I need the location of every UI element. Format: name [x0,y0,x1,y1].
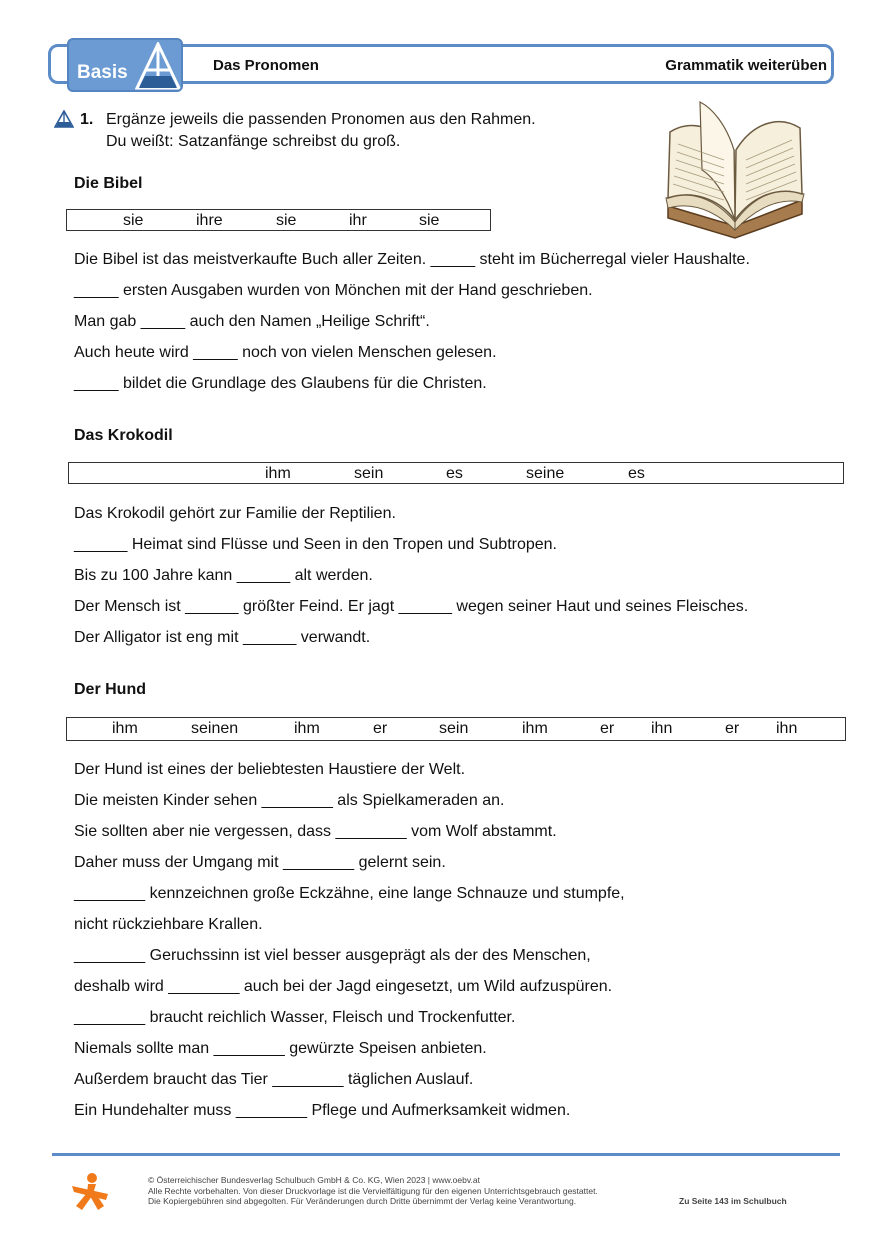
word-option: ihm [522,720,548,737]
word-option: ihre [196,212,223,229]
exercise-sentence: Auch heute wird _____ noch von vielen Menschen gelesen. [74,344,497,361]
exercise-sentence: Der Mensch ist ______ größter Feind. Er jagt ______ wegen seiner Haut und seines Fleisches. [74,598,749,615]
word-option: sein [354,465,384,482]
word-option: es [446,465,463,482]
word-option: ihm [265,465,291,482]
copyright-line: Die Kopiergebühren sind abgegolten. Für Veränderungen durch Dritte übernimmt der Verlag keine Verantwortung. [148,1196,577,1206]
section-label: Grammatik weiterüben [665,57,827,74]
textbook-reference: Zu Seite 143 im Schulbuch [679,1196,787,1206]
copyright-line: Alle Rechte vorbehalten. Von dieser Druckvorlage ist die Vervielfältigung für den eigenen Unterrichtsgebrauch gestattet. [148,1186,598,1196]
publisher-logo-icon [70,1172,110,1212]
word-option: er [373,720,388,737]
exercise-sentence: _____ bildet die Grundlage des Glaubens für die Christen. [74,375,487,392]
exercise-sentence: Niemals sollte man ________ gewürzte Speisen anbieten. [74,1040,487,1057]
word-option: er [725,720,740,737]
exercise-sentence: Die Bibel ist das meistverkaufte Buch aller Zeiten. _____ steht im Bücherregal vieler Haushalte. [74,251,750,268]
exercise-sentence: Der Hund ist eines der beliebtesten Haustiere der Welt. [74,761,466,778]
exercise-sentence: Daher muss der Umgang mit ________ gelernt sein. [74,854,446,871]
word-option: er [600,720,615,737]
exercise-sentence: _____ ersten Ausgaben wurden von Mönchen mit der Hand geschrieben. [74,282,593,299]
exercise-sentence: ________ kennzeichnen große Eckzähne, eine lange Schnauze und stumpfe, [74,885,625,902]
section-title-krokodil: Das Krokodil [74,427,173,444]
exercise-sentence: Der Alligator ist eng mit ______ verwandt. [74,629,371,646]
task-number: 1. [80,111,94,128]
exercise-sentence: Außerdem braucht das Tier ________ täglichen Auslauf. [74,1071,474,1088]
section-title-bibel: Die Bibel [74,175,143,192]
basis-label: Basis [77,62,128,83]
word-option: ihn [776,720,798,737]
word-option: es [628,465,645,482]
exercise-sentence: Sie sollten aber nie vergessen, dass ________ vom Wolf abstammt. [74,823,557,840]
word-box-bibel [66,209,491,231]
exercise-sentence: Man gab _____ auch den Namen „Heilige Schrift“. [74,313,430,330]
exercise-sentence: deshalb wird ________ auch bei der Jagd eingesetzt, um Wild aufzuspüren. [74,978,613,995]
word-option: sie [276,212,297,229]
word-option: seinen [191,720,239,737]
word-option: seine [526,465,565,482]
section-title-hund: Der Hund [74,681,146,698]
exercise-sentence: ______ Heimat sind Flüsse und Seen in den Tropen und Subtropen. [74,536,557,553]
page-title: Das Pronomen [213,57,319,74]
word-box-hund [66,717,846,741]
copyright-line: © Österreichischer Bundesverlag Schulbuch GmbH & Co. KG, Wien 2023 | www.oebv.at [148,1175,480,1185]
pyramid-icon [135,42,181,90]
word-option: sein [439,720,469,737]
word-option: sie [419,212,440,229]
exercise-sentence: ________ braucht reichlich Wasser, Fleisch und Trockenfutter. [74,1009,516,1026]
word-option: ihr [349,212,367,229]
exercise-sentence: Ein Hundehalter muss ________ Pflege und Aufmerksamkeit widmen. [74,1102,571,1119]
level-icon [54,110,74,128]
word-option: ihm [112,720,138,737]
word-option: sie [123,212,144,229]
exercise-sentence: Die meisten Kinder sehen ________ als Spielkameraden an. [74,792,505,809]
word-option: ihn [651,720,673,737]
basis-badge [67,38,183,92]
task-instruction: Ergänze jeweils die passenden Pronomen aus den Rahmen. [106,111,536,128]
footer-divider [52,1153,840,1156]
task-instruction: Du weißt: Satzanfänge schreibst du groß. [106,133,401,150]
exercise-sentence: Das Krokodil gehört zur Familie der Reptilien. [74,505,396,522]
word-box-krokodil [68,462,844,484]
exercise-sentence: nicht rückziehbare Krallen. [74,916,263,933]
exercise-sentence: Bis zu 100 Jahre kann ______ alt werden. [74,567,373,584]
open-book-illustration [660,98,810,240]
exercise-sentence: ________ Geruchssinn ist viel besser ausgeprägt als der des Menschen, [74,947,591,964]
word-option: ihm [294,720,320,737]
